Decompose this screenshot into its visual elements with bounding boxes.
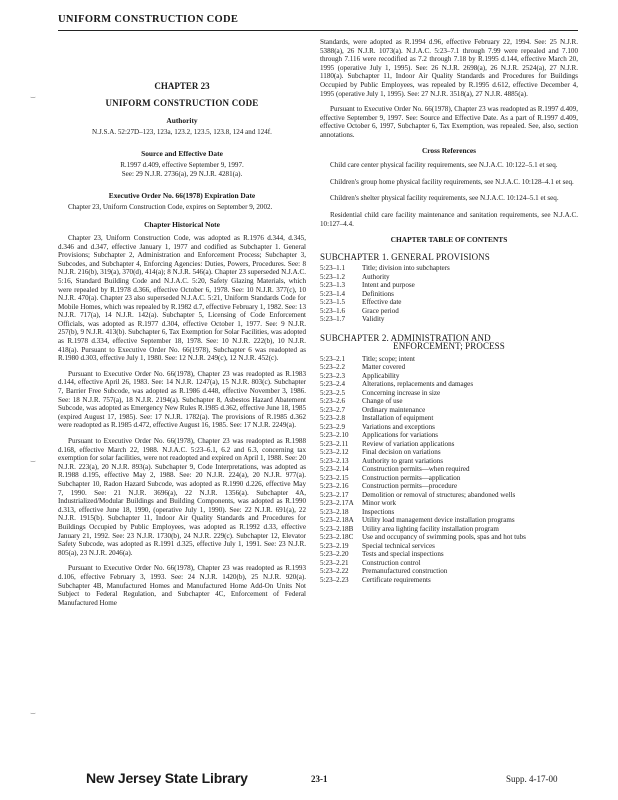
section-number: 5:23–2.18A <box>320 516 354 525</box>
toc-entry <box>320 567 578 576</box>
library-stamp: New Jersey State Library <box>86 770 248 786</box>
authority-text: N.J.S.A. 52:27D–123, 123a, 123.2, 123.5, 123.8, 124 and 124f. <box>92 127 272 136</box>
toc-entry <box>320 397 578 406</box>
section-number: 5:23–2.11 <box>320 439 349 448</box>
section-title: Review of variation applications <box>362 439 455 448</box>
section-number: 5:23–2.23 <box>320 575 349 584</box>
section-title: Ordinary maintenance <box>362 405 426 414</box>
section-title: Alterations, replacements and damages <box>362 380 474 389</box>
toc-entry <box>320 559 578 568</box>
toc-entry <box>320 457 578 466</box>
toc-entry <box>320 372 578 381</box>
section-title: Utility area lighting facility installation program <box>362 524 499 533</box>
toc-entry <box>320 491 578 500</box>
section-title: Effective date <box>362 298 402 307</box>
toc-entry <box>320 499 578 508</box>
toc-entry <box>320 448 578 457</box>
chapter-number: CHAPTER 23 <box>154 81 210 91</box>
left-column <box>58 38 306 614</box>
section-title: Certificate requirements <box>362 575 431 584</box>
section-number: 5:23–2.19 <box>320 541 349 550</box>
section-title: Construction permits—procedure <box>362 482 458 491</box>
section-title: Concerning increase in size <box>362 388 441 397</box>
section-number: 5:23–2.1 <box>320 354 346 363</box>
margin-mark: ⌣ <box>30 456 36 466</box>
toc-entry <box>320 525 578 534</box>
section-title: Construction permits—application <box>362 473 461 482</box>
source-line: R.1997 d.409, effective September 9, 1997. <box>120 160 244 169</box>
section-number: 5:23–2.12 <box>320 448 349 457</box>
section-number: 5:23–1.7 <box>320 315 346 324</box>
section-number: 5:23–2.5 <box>320 388 346 397</box>
source-heading: Source and Effective Date <box>141 149 223 159</box>
toc-entry <box>320 465 578 474</box>
authority-heading: Authority <box>166 116 198 126</box>
section-number: 5:23–2.2 <box>320 363 346 372</box>
toc-entry <box>320 307 578 316</box>
cross-reference: Child care center physical facility requirements, see N.J.A.C. 10:122–5.1 et seq. <box>330 161 558 170</box>
source-line: See: 29 N.J.R. 2736(a), 29 N.J.R. 4281(a). <box>121 169 243 178</box>
section-title: Intent and purpose <box>362 281 415 290</box>
toc-entry <box>320 423 578 432</box>
cross-references-heading: Cross References <box>421 145 477 155</box>
section-number: 5:23–2.22 <box>320 567 349 576</box>
section-number: 5:23–2.16 <box>320 482 349 491</box>
section-title: Tests and special inspections <box>362 550 444 559</box>
section-title: Demolition or removal of structures; abandoned wells <box>362 490 516 499</box>
supplement-date: Supp. 4-17-00 <box>506 774 558 784</box>
toc-entry <box>320 440 578 449</box>
section-number: 5:23–2.18B <box>320 524 354 533</box>
toc-entry <box>320 315 578 324</box>
section-number: 5:23–2.18 <box>320 507 349 516</box>
history-paragraph: Pursuant to Executive Order No. 66(1978), Chapter 23 was readopted as R.1983 d.144, effective April 26, 1983. See: 14 N.J.R. 1247(a), 15 N.J.R. 803(c). Subchapter 7, Barrier Free Subcode, was adopted as R.1986 d.448, effective November 3, 1986. See: 18 N.J.R. 757(a), 18 N.J.R. 2194(a). Subchapter 8, Asbestos Hazard Abatement Subcode, was adopted as Emergency New Rules R.1985 d.362, effective June 18, 1985 (expired August 17, 1985). See: 17 N.J.R. 1782(a). The provisions of R.1985 d.362 were readopted as R.1985 d.472, effective August 16, 1985. See: 17 N.J.R. 2249(a). <box>58 369 306 430</box>
section-title: Grace period <box>362 306 399 315</box>
subchapter-2-title-line2: ENFORCEMENT; PROCESS <box>393 341 505 352</box>
section-number: 5:23–2.20 <box>320 550 349 559</box>
toc-entry <box>320 298 578 307</box>
toc-entry <box>320 290 578 299</box>
section-number: 5:23–2.14 <box>320 465 349 474</box>
toc-entry <box>320 281 578 290</box>
toc-entry <box>320 273 578 282</box>
margin-mark: ⌣ <box>30 708 36 718</box>
subchapter-1-list <box>320 264 578 324</box>
section-number: 5:23–2.8 <box>320 414 346 423</box>
toc-heading: CHAPTER TABLE OF CONTENTS <box>390 235 508 245</box>
history-paragraph: Pursuant to Executive Order No. 66(1978), Chapter 23 was readopted as R.1988 d.168, effective March 22, 1988. N.J.A.C. 5:23–6.1, 6.2 and 6.3, concerning tax exemption for solar facilities, were not readopted and expired on April 1, 1988. See: 20 N.J.R. 223(a), 20 N.J.R. 893(a). Subchapter 9, Code Interpretations, was adopted as R.1988 d.195, effective May 2, 1988. See: 20 N.J.R. 224(a), 20 N.J.R. 977(a). Subchapter 10, Radon Hazard Subcode, was adopted as R.1990 d.226, effective May 7, 1990. See: 21 N.J.R. 3696(a), 22 N.J.R. 1356(a). Subchapter 4A, Industrialized/Modular Buildings and Building Components, was adopted as R.1990 d.313, effective June 18, 1990, (operative July 1, 1990). See: 22 N.J.R. 691(a), 22 N.J.R. 1915(b). Subchapter 11, Indoor Air Quality Standards and Procedures for Buildings Occupied by Public Employees, was adopted as R.1992 d.33, effective January 21, 1992. See: 23 N.J.R. 1730(b), 24 N.J.R. 229(c). Subchapter 12, Elevator Safety Subcode, was adopted as R.1991 d.325, effective July 1, 1991. See: 23 N.J.R. 805(a), 23 N.J.R. 2046(a). <box>58 437 306 557</box>
section-title: Applications for variations <box>362 431 439 440</box>
section-title: Title; scope; intent <box>362 354 415 363</box>
section-number: 5:23–1.3 <box>320 281 346 290</box>
margin-mark: ⌣ <box>30 92 36 102</box>
right-column <box>320 38 578 584</box>
toc-entry <box>320 363 578 372</box>
cross-reference: Residential child care facility maintenance and sanitation requirements, see N.J.A.C. 10:127–4.4. <box>320 210 578 228</box>
section-title: Inspections <box>362 507 395 516</box>
section-title: Applicability <box>362 371 400 380</box>
toc-entry <box>320 482 578 491</box>
page-number: 23-1 <box>311 774 328 784</box>
subchapter-1-title: SUBCHAPTER 1. GENERAL PROVISIONS <box>320 251 490 262</box>
section-title: Definitions <box>362 289 394 298</box>
cross-reference: Children's shelter physical facility requirements, see N.J.A.C. 10:124–5.1 et seq. <box>330 194 559 203</box>
exec-order-heading: Executive Order No. 66(1978) Expiration Date <box>108 191 256 201</box>
section-title: Use and occupancy of swimming pools, spas and hot tubs <box>362 533 526 542</box>
section-title: Validity <box>362 315 385 324</box>
section-number: 5:23–2.15 <box>320 473 349 482</box>
section-number: 5:23–2.3 <box>320 371 346 380</box>
toc-entry <box>320 355 578 364</box>
history-paragraph: Standards, were adopted as R.1994 d.96, effective February 22, 1994. See: 25 N.J.R. 5388(a), 26 N.J.R. 1073(a). N.J.A.C. 5:23–7.1 through 7.99 were repealed and 7.100 through 7.116 were recodified as 7.2 through 7.18 by R.1995 d.144, effective March 20, 1995 (operative July 1, 1995). See: 26 N.J.R. 2698(a), 26 N.J.R. 2524(a), 27 N.J.R. 1180(a). Subchapter 11, Indoor Air Quality Standards and Procedures for Buildings Occupied by Public Employees, was repealed by R.1995 d.612, effective December 4, 1995 (operative July 1, 1995). See: 27 N.J.R. 3518(a), 27 N.J.R. 4885(a). <box>320 38 578 98</box>
section-number: 5:23–1.5 <box>320 298 346 307</box>
section-title: Special technical services <box>362 541 435 550</box>
section-number: 5:23–1.1 <box>320 264 346 273</box>
section-number: 5:23–2.6 <box>320 397 346 406</box>
header-rule <box>58 30 578 31</box>
section-number: 5:23–1.2 <box>320 272 346 281</box>
section-title: Construction permits—when required <box>362 465 470 474</box>
section-title: Authority to grant variations <box>362 456 443 465</box>
section-title: Final decision on variations <box>362 448 441 457</box>
section-title: Construction control <box>362 558 421 567</box>
toc-entry <box>320 414 578 423</box>
history-heading: Chapter Historical Note <box>144 220 220 230</box>
section-title: Variations and exceptions <box>362 422 435 431</box>
subchapter-2-list <box>320 355 578 585</box>
section-title: Installation of equipment <box>362 414 434 423</box>
section-number: 5:23–2.9 <box>320 422 346 431</box>
section-number: 5:23–2.7 <box>320 405 346 414</box>
section-number: 5:23–2.13 <box>320 456 349 465</box>
section-title: Authority <box>362 272 390 281</box>
toc-entry <box>320 533 578 542</box>
toc-entry <box>320 380 578 389</box>
history-paragraph: Pursuant to Executive Order No. 66(1978), Chapter 23 was readopted as R.1993 d.106, effective February 3, 1993. See: 24 N.J.R. 1420(b), 25 N.J.R. 920(a). Subchapter 4B, Manufactured Homes and Manufactured Home Add-On Units Not Subject to Federal Regulation, and Subchapter 4C, Enforcement of Federal Manufactured Home <box>58 564 306 607</box>
section-title: Premanufactured construction <box>362 567 448 576</box>
toc-entry <box>320 550 578 559</box>
toc-entry <box>320 389 578 398</box>
section-number: 5:23–2.17A <box>320 499 354 508</box>
toc-entry <box>320 542 578 551</box>
section-number: 5:23–2.21 <box>320 558 349 567</box>
section-title: Change of use <box>362 397 403 406</box>
section-number: 5:23–2.4 <box>320 380 346 389</box>
toc-entry <box>320 406 578 415</box>
toc-entry <box>320 264 578 273</box>
section-number: 5:23–2.10 <box>320 431 349 440</box>
section-title: Title; division into subchapters <box>362 264 450 273</box>
toc-entry <box>320 474 578 483</box>
section-number: 5:23–1.4 <box>320 289 346 298</box>
section-number: 5:23–2.18C <box>320 533 354 542</box>
section-number: 5:23–1.6 <box>320 306 346 315</box>
section-title: Utility load management device installation programs <box>362 516 515 525</box>
section-title: Minor work <box>362 499 397 508</box>
toc-entry <box>320 508 578 517</box>
cross-reference: Children's group home physical facility requirements, see N.J.A.C. 10:128–4.1 et seq. <box>330 177 574 186</box>
subchapter-2-title: SUBCHAPTER 2. ADMINISTRATION AND <box>320 332 491 343</box>
toc-entry <box>320 516 578 525</box>
chapter-title: UNIFORM CONSTRUCTION CODE <box>105 97 259 108</box>
section-number: 5:23–2.17 <box>320 490 349 499</box>
exec-order-text: Chapter 23, Uniform Construction Code, expires on September 9, 2002. <box>68 202 273 211</box>
history-paragraph: Chapter 23, Uniform Construction Code, was adopted as R.1976 d.344, d.345, d.346 and d.347, effective January 1, 1977 and codified as Subchapter 1. General Provisions; Subchapter 2, Administration and Enforcement Process; Subchapter 3, Subcodes, and Subchapter 4, Enforcing Agencies: Duties, Powers, Procedures. See: 8 N.J.R. 216(b), 319(a), 370(d), 414(a); 8 N.J.R. 546(a). Chapter 23 superseded N.J.A.C. 5:16, Standard Building Code and N.J.A.C. 5:20, Safety Glazing Materials, which were repealed by R.1978 d.366, effective October 6, 1978. See: 10 N.J.R. 377(c), 10 N.J.R. 470(a). Chapter 23 also superseded N.J.A.C. 5:21, Uniform Standards Code for Mobile Homes, which was repealed by R.1982 d.7, effective February 1, 1982. See: 13 N.J.R. 717(a), 14 N.J.R. 142(a). Subchapter 5, Licensing of Code Enforcement Officials, was adopted as R.1977 d.304, effective October 1, 1977. See: 9 N.J.R. 257(b), 9 N.J.R. 413(b). Subchapter 6, Tax Exemption for Solar Facilities, was adopted as R.1978 d.334, effective September 18, 1978. See: 10 N.J.R. 222(b), 10 N.J.R. 418(a). Pursuant to Executive Order No. 66(1978), Subchapter 6 was readopted as R.1980 d.303, effective July 1, 1980. See: 12 N.J.R. 249(c), 12 N.J.R. 452(c). <box>58 233 306 363</box>
section-title: Matter covered <box>362 363 406 372</box>
history-paragraph: Pursuant to Executive Order No. 66(1978), Chapter 23 was readopted as R.1997 d.409, effective September 9, 1997. See: Source and Effective Date. As a part of R.1997 d.409, effective October 6, 1997, Subchapter 6, Tax Exemption, was repealed. See, also, section annotations. <box>320 105 578 139</box>
toc-entry <box>320 431 578 440</box>
toc-entry <box>320 576 578 585</box>
running-head: UNIFORM CONSTRUCTION CODE <box>58 14 239 25</box>
